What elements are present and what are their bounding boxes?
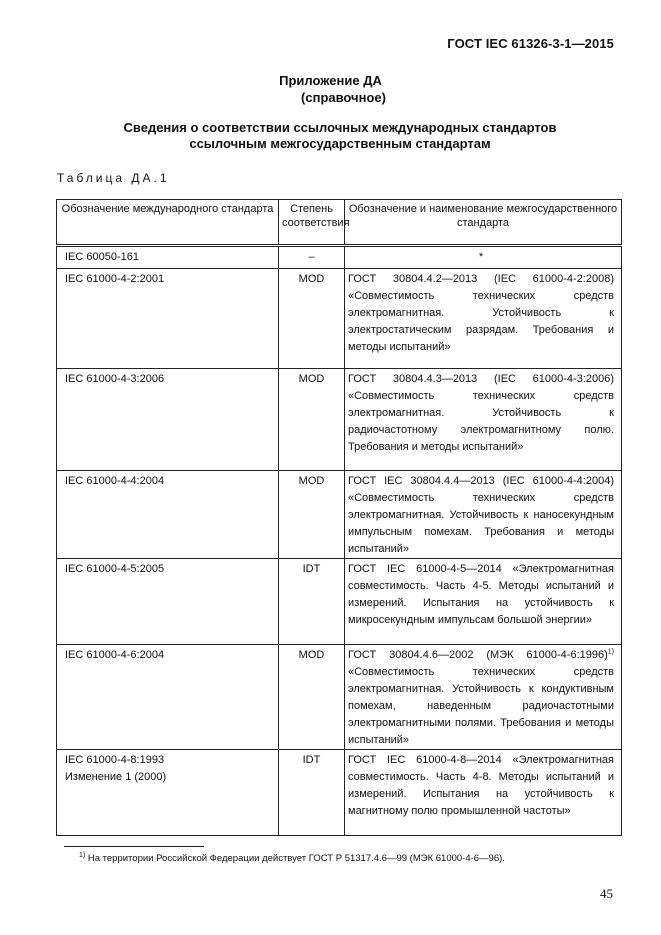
header-international-standard: Обозначение международного стандарта <box>57 200 279 246</box>
cell-degree: MOD <box>279 269 345 369</box>
table-row <box>57 559 622 645</box>
table-row <box>57 750 622 836</box>
intl-code: IEC 61000-4-3:2006 <box>65 373 165 385</box>
gost-text-continued: «Совместимость технических средств электромагнитная. Устойчивость к кондуктивным помехам, наведенным радиочастотными электромагнитными полями. Требования и методы испытаний» <box>348 666 614 746</box>
table-header-row <box>57 200 622 246</box>
cell-gost <box>345 246 622 269</box>
cell-degree: IDT <box>279 559 345 645</box>
intl-amendment: Изменение 1 (2000) <box>65 771 167 783</box>
annex-title: Приложение ДА <box>279 73 382 88</box>
cell-gost <box>345 750 622 836</box>
intl-code: IEC 61000-4-4:2004 <box>65 475 165 487</box>
cell-intl <box>57 559 279 645</box>
cell-intl <box>57 269 279 369</box>
footnote-ref: 1) <box>607 648 614 656</box>
cell-gost <box>345 559 622 645</box>
gost-text: ГОСТ 30804.4.6—2002 (МЭК 61000-4-6:1996) <box>348 649 608 661</box>
caption-line-2: ссылочным межгосударственным стандартам <box>189 136 491 151</box>
intl-code: IEC 61000-4-5:2005 <box>65 563 165 575</box>
cell-intl <box>57 471 279 559</box>
table-row <box>57 246 622 269</box>
gost-text: ГОСТ IEC 30804.4.4—2013 (IEC 61000-4-4:2004) «Совместимость технических средств электромагнитная. Устойчивость к наносекундным импульсным помехам. Требования и методы испытаний» <box>348 475 614 555</box>
gost-text: * <box>478 251 484 263</box>
annex-title-block <box>0 72 661 106</box>
footnote-marker: 1) <box>79 851 86 859</box>
correspondence-table <box>56 199 622 836</box>
gost-text: ГОСТ 30804.4.2—2013 (IEC 61000-4-2:2008) «Совместимость технических средств электромагнитная. Устойчивость к электростатическим разрядам. Требования и методы испытаний» <box>348 273 614 353</box>
cell-degree: MOD <box>279 471 345 559</box>
cell-gost <box>345 471 622 559</box>
cell-gost <box>345 369 622 471</box>
intl-code: IEC 61000-4-2:2001 <box>65 273 165 285</box>
header-degree: Степень соответствия <box>279 200 345 246</box>
annex-subtitle: (справочное) <box>301 90 386 105</box>
gost-text: ГОСТ 30804.4.3—2013 (IEC 61000-4-3:2006) «Совместимость технических средств электромагнитная. Устойчивость к радиочастотному электромагнитному полю. Требования и методы испытаний» <box>348 373 614 453</box>
cell-gost <box>345 645 622 750</box>
intl-code: IEC 60050-161 <box>65 251 139 263</box>
intl-code: IEC 61000-4-6:2004 <box>65 649 165 661</box>
table-label: Таблица ДА.1 <box>57 171 170 185</box>
cell-intl <box>57 246 279 269</box>
cell-gost <box>345 269 622 369</box>
cell-intl <box>57 645 279 750</box>
table-row <box>57 369 622 471</box>
cell-degree: – <box>279 246 345 269</box>
cell-degree: IDT <box>279 750 345 836</box>
caption-line-1: Сведения о соответствии ссылочных международных стандартов <box>123 120 557 135</box>
cell-intl <box>57 750 279 836</box>
cell-degree: MOD <box>279 645 345 750</box>
footnote-divider <box>64 846 204 847</box>
header-interstate-standard: Обозначение и наименование межгосударственного стандарта <box>345 200 622 246</box>
section-caption <box>70 120 610 152</box>
table-row <box>57 269 622 369</box>
page-number: 45 <box>600 886 613 901</box>
cell-degree: MOD <box>279 369 345 471</box>
cell-intl <box>57 369 279 471</box>
footnote-text: На территории Российской Федерации действует ГОСТ Р 51317.4.6—99 (МЭК 61000-4-6—96). <box>85 853 505 864</box>
footnote <box>79 853 505 864</box>
gost-text: ГОСТ IEC 61000-4-8—2014 «Электромагнитная совместимость. Часть 4-8. Методы испытаний и измерений. Испытания на устойчивость к магнитному полю промышленной частоты» <box>348 754 614 817</box>
table-row <box>57 645 622 750</box>
intl-code: IEC 61000-4-8:1993 <box>65 754 165 766</box>
document-header: ГОСТ IEC 61326-3-1—2015 <box>447 36 614 51</box>
table-row <box>57 471 622 559</box>
gost-text: ГОСТ IEC 61000-4-5—2014 «Электромагнитная совместимость. Часть 4-5. Методы испытаний и измерений. Испытания на устойчивость к микросекундным импульсам большой энергии» <box>348 563 614 626</box>
